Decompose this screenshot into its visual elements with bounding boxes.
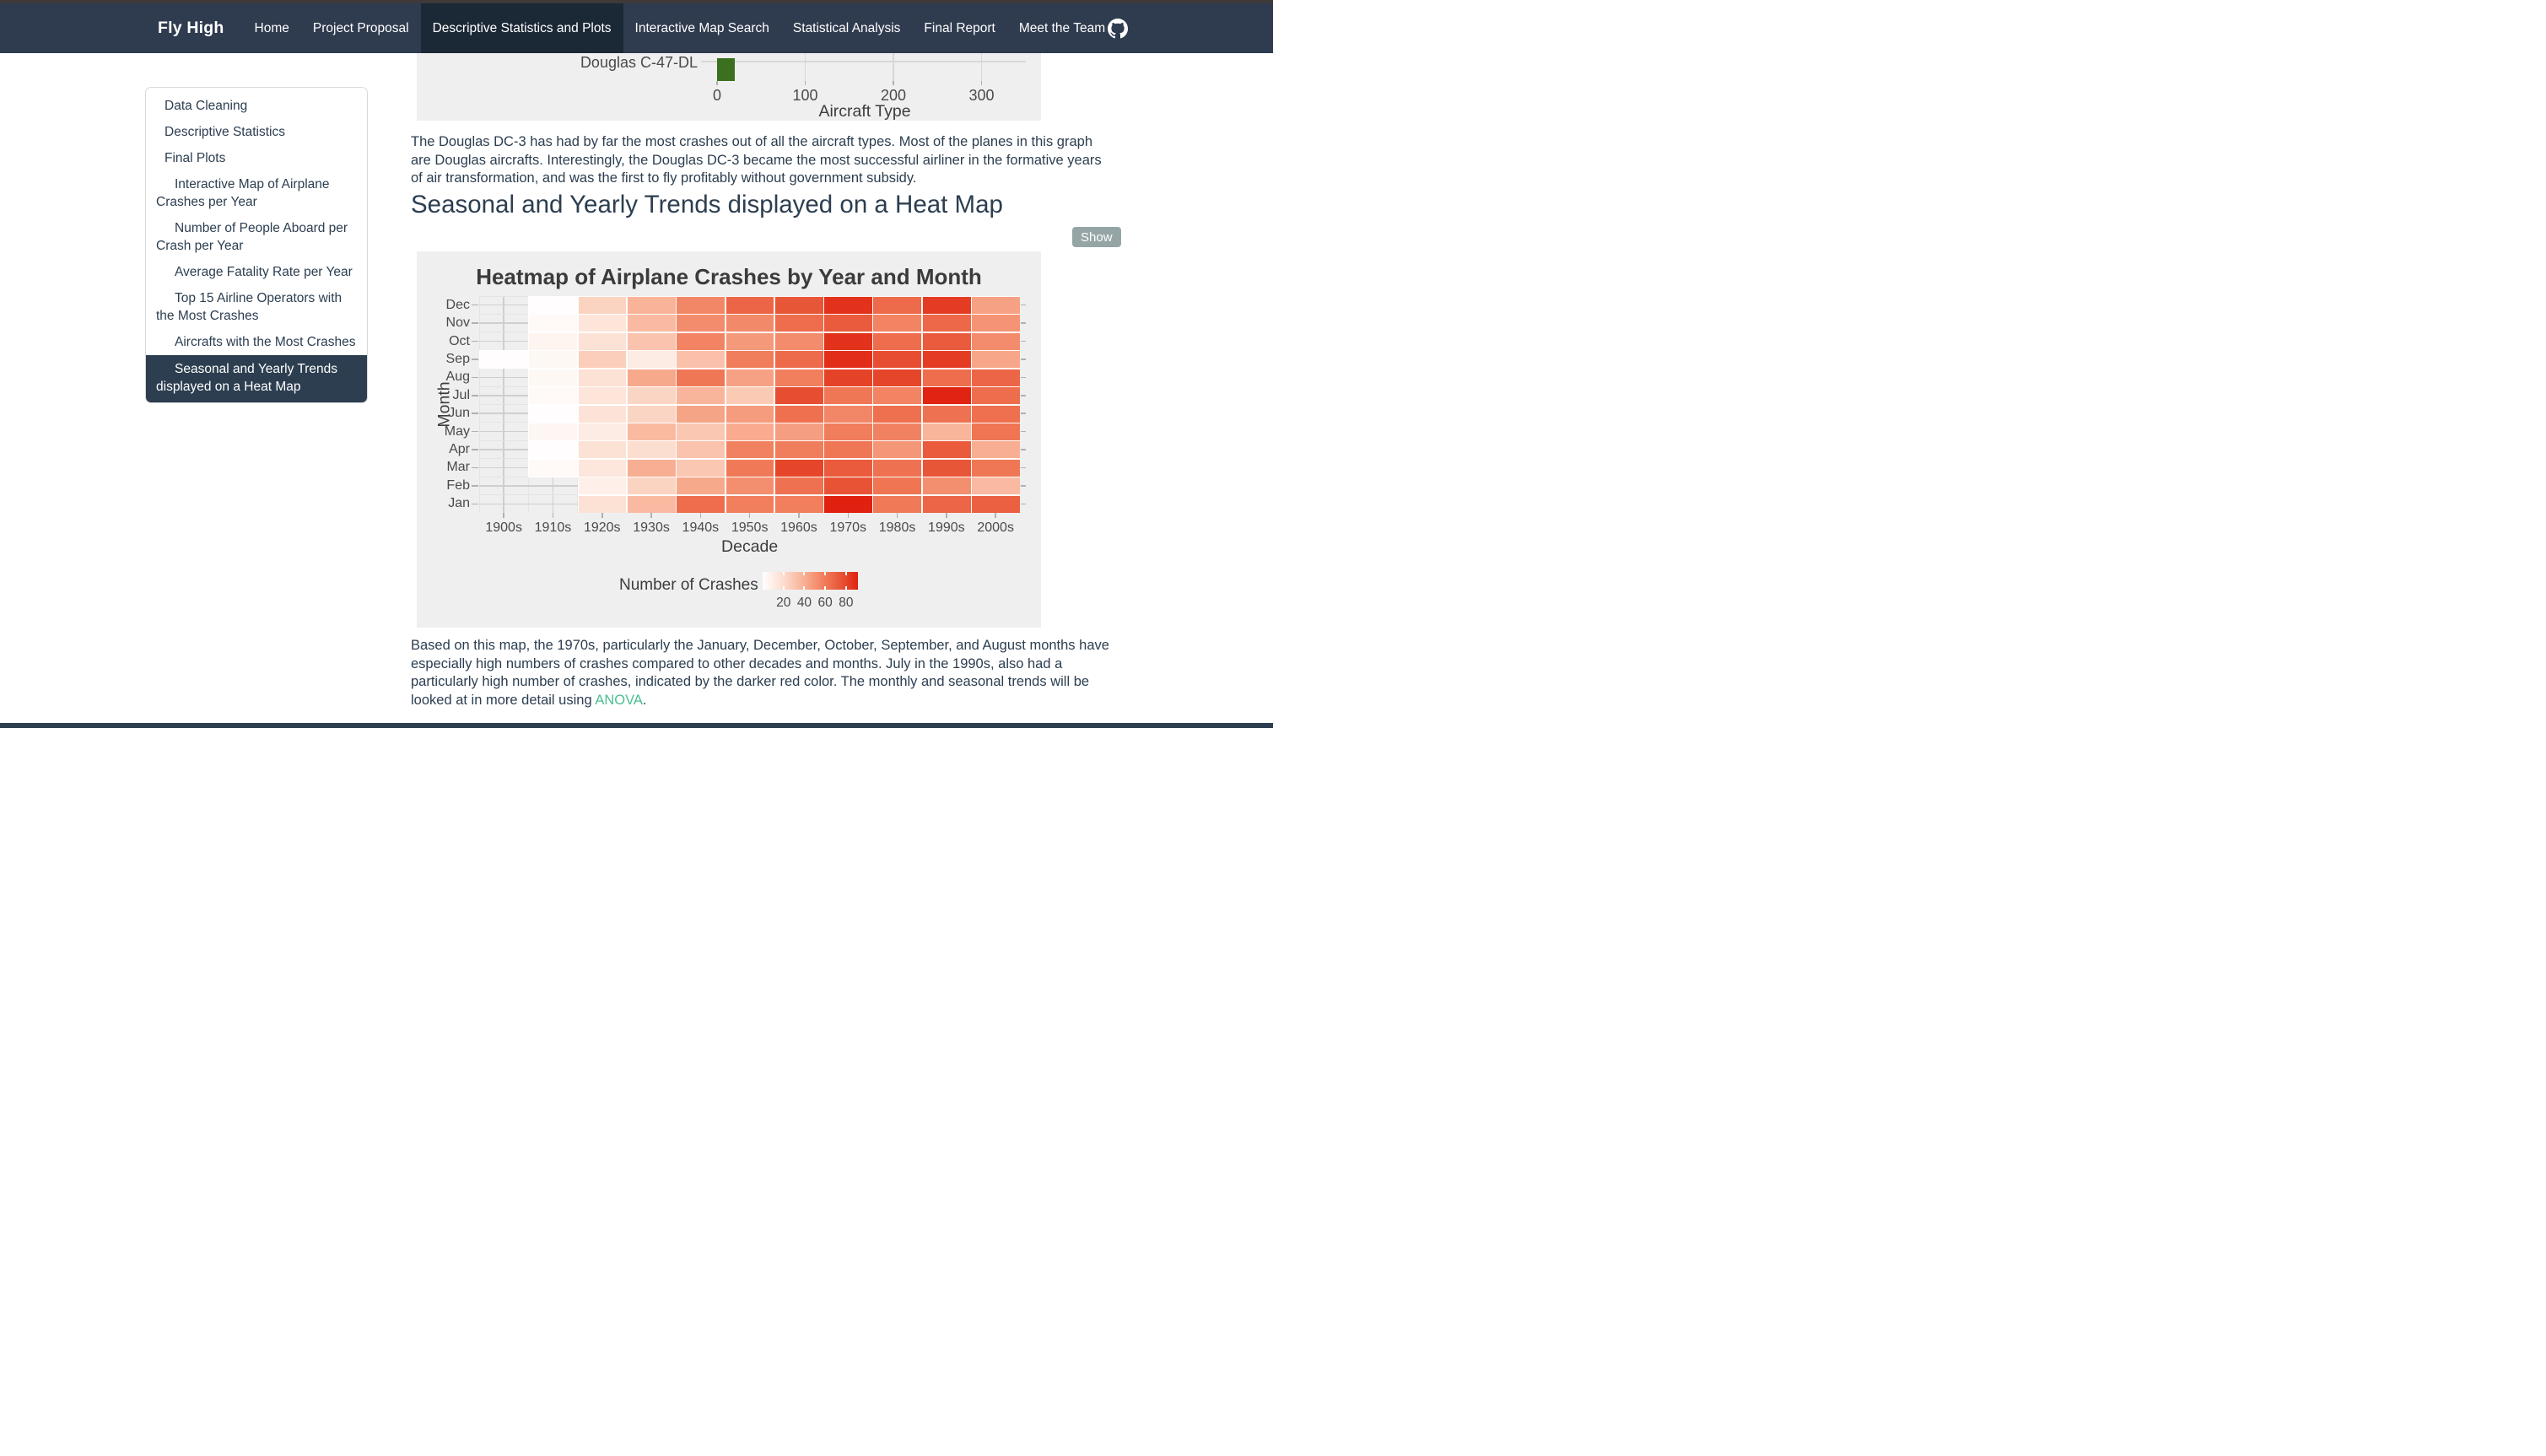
bar-x-tick-label: 0 xyxy=(712,87,721,104)
heatmap-cell xyxy=(774,296,824,315)
month-tick-label: Feb xyxy=(446,477,470,493)
bar-x-tick xyxy=(716,81,718,85)
month-tick-label: Jun xyxy=(448,406,470,421)
heatmap-cell xyxy=(726,332,775,351)
bar-x-tick-label: 100 xyxy=(792,87,818,104)
heatmap-cell xyxy=(578,386,628,405)
bar-row-label: Douglas C-47-DL xyxy=(580,54,698,71)
heatmap-cell xyxy=(627,332,677,351)
heatmap-cell xyxy=(528,440,578,459)
heatmap-cell xyxy=(774,369,824,387)
github-link[interactable] xyxy=(1108,3,1128,53)
heatmap-cell xyxy=(627,296,677,315)
month-tick-right xyxy=(1021,341,1026,342)
brand-link[interactable]: Fly High xyxy=(158,19,224,37)
month-tick xyxy=(472,341,478,342)
bar-x-tick-label: 200 xyxy=(880,87,907,104)
heatmap-cell xyxy=(726,459,775,477)
month-tick-right xyxy=(1021,467,1026,469)
month-tick-label: Aug xyxy=(445,369,470,385)
bar-vertical-gridline xyxy=(893,53,894,81)
heatmap-cell xyxy=(676,440,726,459)
decade-tick-label: 1980s xyxy=(878,520,916,536)
heatmap-cell xyxy=(627,477,677,495)
nav-items xyxy=(243,3,1118,53)
nav-item-descriptive-statistics-and-plots[interactable]: Descriptive Statistics and Plots xyxy=(421,3,623,53)
heatmap-cell xyxy=(971,440,1020,459)
heatmap-cell xyxy=(578,459,628,477)
decade-tick-label: 1930s xyxy=(633,520,670,536)
heatmap-cell xyxy=(872,314,922,332)
heatmap-cell xyxy=(676,350,726,369)
decade-tick-label: 1900s xyxy=(485,520,522,536)
heatmap-cell xyxy=(528,423,578,441)
sidebar-item-aircrafts-with-the-most-crashes[interactable]: Aircrafts with the Most Crashes xyxy=(175,335,356,349)
heatmap-cell xyxy=(726,440,775,459)
heatmap-cell xyxy=(823,459,873,477)
month-tick-right xyxy=(1021,322,1026,324)
heatmap-cell xyxy=(971,350,1020,369)
heatmap-cell xyxy=(627,405,677,423)
nav-item-statistical-analysis[interactable]: Statistical Analysis xyxy=(792,20,901,35)
heatmap-cell xyxy=(578,405,628,423)
heatmap-cell xyxy=(823,495,873,513)
heatmap-cell xyxy=(676,477,726,495)
heatmap-cell xyxy=(823,296,873,315)
heatmap-cell xyxy=(823,477,873,495)
decade-tick xyxy=(946,513,947,518)
heatmap-cell xyxy=(872,405,922,423)
heatmap-cell xyxy=(676,296,726,315)
heatmap-cell xyxy=(726,369,775,387)
sidebar-item-data-cleaning[interactable]: Data Cleaning xyxy=(165,99,248,113)
heatmap-cell xyxy=(627,369,677,387)
heatmap-cell xyxy=(578,332,628,351)
heatmap-cell xyxy=(676,386,726,405)
heatmap-cell xyxy=(578,369,628,387)
month-tick-label: Jul xyxy=(452,387,470,402)
bar-x-tick xyxy=(893,81,894,85)
heatmap-cell xyxy=(627,459,677,477)
nav-item-project-proposal[interactable]: Project Proposal xyxy=(312,20,409,35)
nav-item-meet-the-team[interactable]: Meet the Team xyxy=(1018,20,1106,35)
month-tick-right xyxy=(1021,413,1026,414)
heatmap-cell xyxy=(922,332,972,351)
heatmap-cell xyxy=(726,405,775,423)
heatmap-cell xyxy=(823,440,873,459)
month-tick-right xyxy=(1021,504,1026,505)
heatmap-cell xyxy=(774,440,824,459)
heatmap-cell xyxy=(676,405,726,423)
heatmap-cell xyxy=(578,350,628,369)
month-tick xyxy=(472,449,478,450)
heatmap-cell xyxy=(823,405,873,423)
heatmap-cell xyxy=(872,296,922,315)
heatmap-cell xyxy=(726,386,775,405)
heatmap-cell xyxy=(922,296,972,315)
heatmap-cell xyxy=(872,423,922,441)
heatmap-cell xyxy=(971,495,1020,513)
heatmap-cell xyxy=(922,386,972,405)
decade-tick xyxy=(798,513,800,518)
heatmap-cell xyxy=(922,440,972,459)
decade-tick xyxy=(503,513,504,518)
legend-tick-mark xyxy=(845,586,847,590)
section-heading: Seasonal and Yearly Trends displayed on a Heat Map xyxy=(411,191,1003,218)
bar-x-tick-label: 300 xyxy=(968,87,995,104)
heatmap-cell xyxy=(528,332,578,351)
heatmap-cell xyxy=(726,314,775,332)
decade-tick xyxy=(848,513,850,518)
legend-gradient-bar xyxy=(763,572,858,590)
decade-tick-label: 1920s xyxy=(583,520,621,536)
bar-vertical-gridline xyxy=(805,53,806,81)
heatmap-cell xyxy=(971,477,1020,495)
sidebar-item-number-of-people-aboard-per-crash-per-year[interactable]: Number of People Aboard per Crash per Year xyxy=(156,221,348,253)
heatmap-cell xyxy=(823,423,873,441)
legend-tick-mark xyxy=(845,572,847,576)
bar-douglas-c47dl xyxy=(717,58,735,81)
heatmap-cell xyxy=(823,314,873,332)
heatmap-cell xyxy=(627,314,677,332)
heatmap-cell xyxy=(578,440,628,459)
sidebar-item-seasonal-and-yearly-trends-displayed-on-a-heat-map[interactable]: Seasonal and Yearly Trends displayed on a Heat Map xyxy=(146,355,367,402)
heatmap-cell xyxy=(578,314,628,332)
nav-item-interactive-map-search[interactable]: Interactive Map Search xyxy=(634,20,769,35)
bar-row-gridline xyxy=(701,61,1026,62)
heatmap-cell xyxy=(922,314,972,332)
heatmap-cell xyxy=(971,459,1020,477)
month-tick-label: Dec xyxy=(445,297,470,312)
month-tick-right xyxy=(1021,485,1026,487)
heatmap-cell xyxy=(627,423,677,441)
heatmap-cell xyxy=(528,350,578,369)
month-tick xyxy=(472,322,478,324)
heatmap-cell xyxy=(627,495,677,513)
x-axis-title-decade: Decade xyxy=(721,537,779,556)
nav-item-final-report[interactable]: Final Report xyxy=(924,20,995,35)
decade-tick xyxy=(700,513,702,518)
figure-heatmap xyxy=(417,251,1041,628)
heatmap-cell xyxy=(676,332,726,351)
decade-tick xyxy=(995,513,996,518)
heatmap-cell xyxy=(676,423,726,441)
heatmap-cell xyxy=(578,477,628,495)
heatmap-cell xyxy=(774,332,824,351)
month-tick-label: Jan xyxy=(448,496,470,511)
paragraph-heatmap-analysis xyxy=(411,637,1114,710)
heatmap-cell xyxy=(922,477,972,495)
sidebar-item-descriptive-statistics[interactable]: Descriptive Statistics xyxy=(165,125,285,139)
heatmap-cell xyxy=(726,350,775,369)
heatmap-cell xyxy=(528,405,578,423)
month-tick-right xyxy=(1021,359,1026,360)
heatmap-cell xyxy=(726,495,775,513)
heatmap-title: Heatmap of Airplane Crashes by Year and Month xyxy=(476,264,982,289)
month-tick-label: May xyxy=(444,423,470,439)
heatmap-cell xyxy=(676,495,726,513)
decade-tick xyxy=(650,513,652,518)
heatmap-cell xyxy=(872,459,922,477)
heatmap-cell xyxy=(922,495,972,513)
legend-tick-label: 80 xyxy=(839,596,854,610)
decade-tick xyxy=(601,513,603,518)
heatmap-cell xyxy=(971,386,1020,405)
month-tick-label: Apr xyxy=(449,442,470,457)
decade-tick-label: 1940s xyxy=(682,520,720,536)
heatmap-cell xyxy=(774,495,824,513)
heatmap-cell xyxy=(922,350,972,369)
legend-tick-label: 60 xyxy=(817,596,833,610)
heatmap-cell xyxy=(872,440,922,459)
show-button[interactable]: Show xyxy=(1072,227,1121,247)
month-tick-right xyxy=(1021,431,1026,433)
github-icon xyxy=(1108,19,1128,39)
heatmap-cell xyxy=(872,369,922,387)
heatmap-panel xyxy=(479,296,1020,513)
anova-link[interactable]: ANOVA xyxy=(595,693,643,709)
bar-vertical-gridline xyxy=(981,53,983,81)
heatmap-cell xyxy=(823,332,873,351)
heatmap-cell xyxy=(726,296,775,315)
month-tick xyxy=(472,377,478,379)
heatmap-cell xyxy=(528,296,578,315)
legend-tick-mark xyxy=(803,586,805,590)
legend-title: Number of Crashes xyxy=(619,576,758,594)
heatmap-cell xyxy=(676,459,726,477)
y-axis-title-month: Month xyxy=(434,380,454,428)
heatmap-cell xyxy=(872,386,922,405)
footer-bar xyxy=(0,723,1273,728)
legend-tick-label: 20 xyxy=(776,596,791,610)
legend-tick-mark xyxy=(783,572,785,576)
heatmap-cell xyxy=(627,440,677,459)
heatmap-cell xyxy=(774,350,824,369)
heatmap-cell xyxy=(479,350,529,369)
legend-tick-label: 40 xyxy=(796,596,812,610)
navbar xyxy=(0,3,1273,53)
heatmap-cell xyxy=(774,405,824,423)
decade-tick xyxy=(897,513,898,518)
paragraph-heatmap-text: Based on this map, the 1970s, particularly the January, December, October, September, and August months have especially high numbers of crashes compared to other decades and months. July in the 1990s, also had a particularly high number of crashes, indicated by the darker red color. The monthly and seasonal trends will be looked at in more detail using xyxy=(411,638,1109,709)
heatmap-cell xyxy=(872,477,922,495)
heatmap-cell xyxy=(922,423,972,441)
heatmap-cell xyxy=(971,369,1020,387)
heatmap-cell xyxy=(823,369,873,387)
month-tick xyxy=(472,305,478,306)
heatmap-cell xyxy=(774,459,824,477)
heatmap-cell xyxy=(528,369,578,387)
heatmap-cell xyxy=(922,369,972,387)
heatmap-cell xyxy=(627,350,677,369)
month-tick xyxy=(472,395,478,396)
heatmap-cell xyxy=(872,332,922,351)
heatmap-cell xyxy=(823,350,873,369)
month-tick xyxy=(472,431,478,433)
heatmap-cell xyxy=(726,423,775,441)
month-tick-right xyxy=(1021,377,1026,379)
heatmap-cell xyxy=(726,477,775,495)
month-tick xyxy=(472,485,478,487)
heatmap-cell xyxy=(922,405,972,423)
decade-tick xyxy=(553,513,554,518)
decade-tick-label: 1910s xyxy=(534,520,572,536)
month-tick xyxy=(472,467,478,469)
month-tick-right xyxy=(1021,305,1026,306)
sidebar-card xyxy=(145,87,368,403)
heatmap-cell xyxy=(971,296,1020,315)
heatmap-cell xyxy=(872,350,922,369)
month-tick-label: Mar xyxy=(446,460,470,475)
bar-x-tick xyxy=(981,81,983,85)
paragraph-heatmap-period: . xyxy=(642,693,647,709)
month-tick-right xyxy=(1021,395,1026,396)
heatmap-cell xyxy=(627,386,677,405)
figure-bar-chart-partial xyxy=(417,53,1041,121)
sidebar-item-average-fatality-rate-per-year[interactable]: Average Fatality Rate per Year xyxy=(175,265,353,279)
heatmap-cell xyxy=(971,314,1020,332)
month-tick xyxy=(472,413,478,414)
heatmap-cell xyxy=(578,423,628,441)
month-tick-label: Nov xyxy=(445,315,470,331)
month-tick-right xyxy=(1021,449,1026,450)
heatmap-cell xyxy=(774,386,824,405)
heatmap-cell xyxy=(774,477,824,495)
heatmap-cell xyxy=(971,405,1020,423)
heatmap-cell xyxy=(774,314,824,332)
nav-item-home[interactable]: Home xyxy=(254,20,289,35)
month-tick xyxy=(472,504,478,505)
legend-tick-mark xyxy=(783,586,785,590)
heatmap-cell xyxy=(528,314,578,332)
heatmap-cell xyxy=(676,314,726,332)
sidebar-item-top-15-airline-operators-with-the-most-crashes[interactable]: Top 15 Airline Operators with the Most Crashes xyxy=(156,291,343,323)
month-tick xyxy=(472,359,478,360)
sidebar-item-final-plots[interactable]: Final Plots xyxy=(165,151,226,165)
decade-tick-label: 2000s xyxy=(977,520,1014,536)
decade-tick-label: 1970s xyxy=(829,520,867,536)
sidebar-item-interactive-map-of-airplane-crashes-per-year[interactable]: Interactive Map of Airplane Crashes per Year xyxy=(156,177,330,209)
bar-x-axis-title: Aircraft Type xyxy=(818,102,911,121)
heatmap-cell xyxy=(872,495,922,513)
heatmap-cell xyxy=(922,459,972,477)
legend-tick-mark xyxy=(803,572,805,576)
heatmap-cell xyxy=(676,369,726,387)
legend-tick-mark xyxy=(824,586,826,590)
bar-x-tick xyxy=(805,81,806,85)
page xyxy=(0,0,1273,728)
heatmap-cell xyxy=(578,296,628,315)
decade-tick xyxy=(749,513,751,518)
legend-tick-mark xyxy=(824,572,826,576)
heatmap-cell xyxy=(528,459,578,477)
paragraph-aircraft-analysis: The Douglas DC-3 has had by far the most crashes out of all the aircraft types. Most of the planes in this graph are Douglas aircrafts. Interestingly, the Douglas DC-3 became the most successful airliner in the formative years of air transformation, and was the first to fly profitably without government subsidy. xyxy=(411,134,1102,186)
decade-tick-label: 1960s xyxy=(780,520,817,536)
heatmap-cell xyxy=(971,332,1020,351)
heatmap-cell xyxy=(528,386,578,405)
decade-tick-label: 1950s xyxy=(731,520,769,536)
heatmap-cell xyxy=(971,423,1020,441)
month-tick-label: Sep xyxy=(445,351,470,366)
month-tick-label: Oct xyxy=(449,333,470,348)
heatmap-cell xyxy=(823,386,873,405)
heatmap-cell xyxy=(774,423,824,441)
heatmap-cell xyxy=(578,495,628,513)
decade-tick-label: 1990s xyxy=(928,520,965,536)
